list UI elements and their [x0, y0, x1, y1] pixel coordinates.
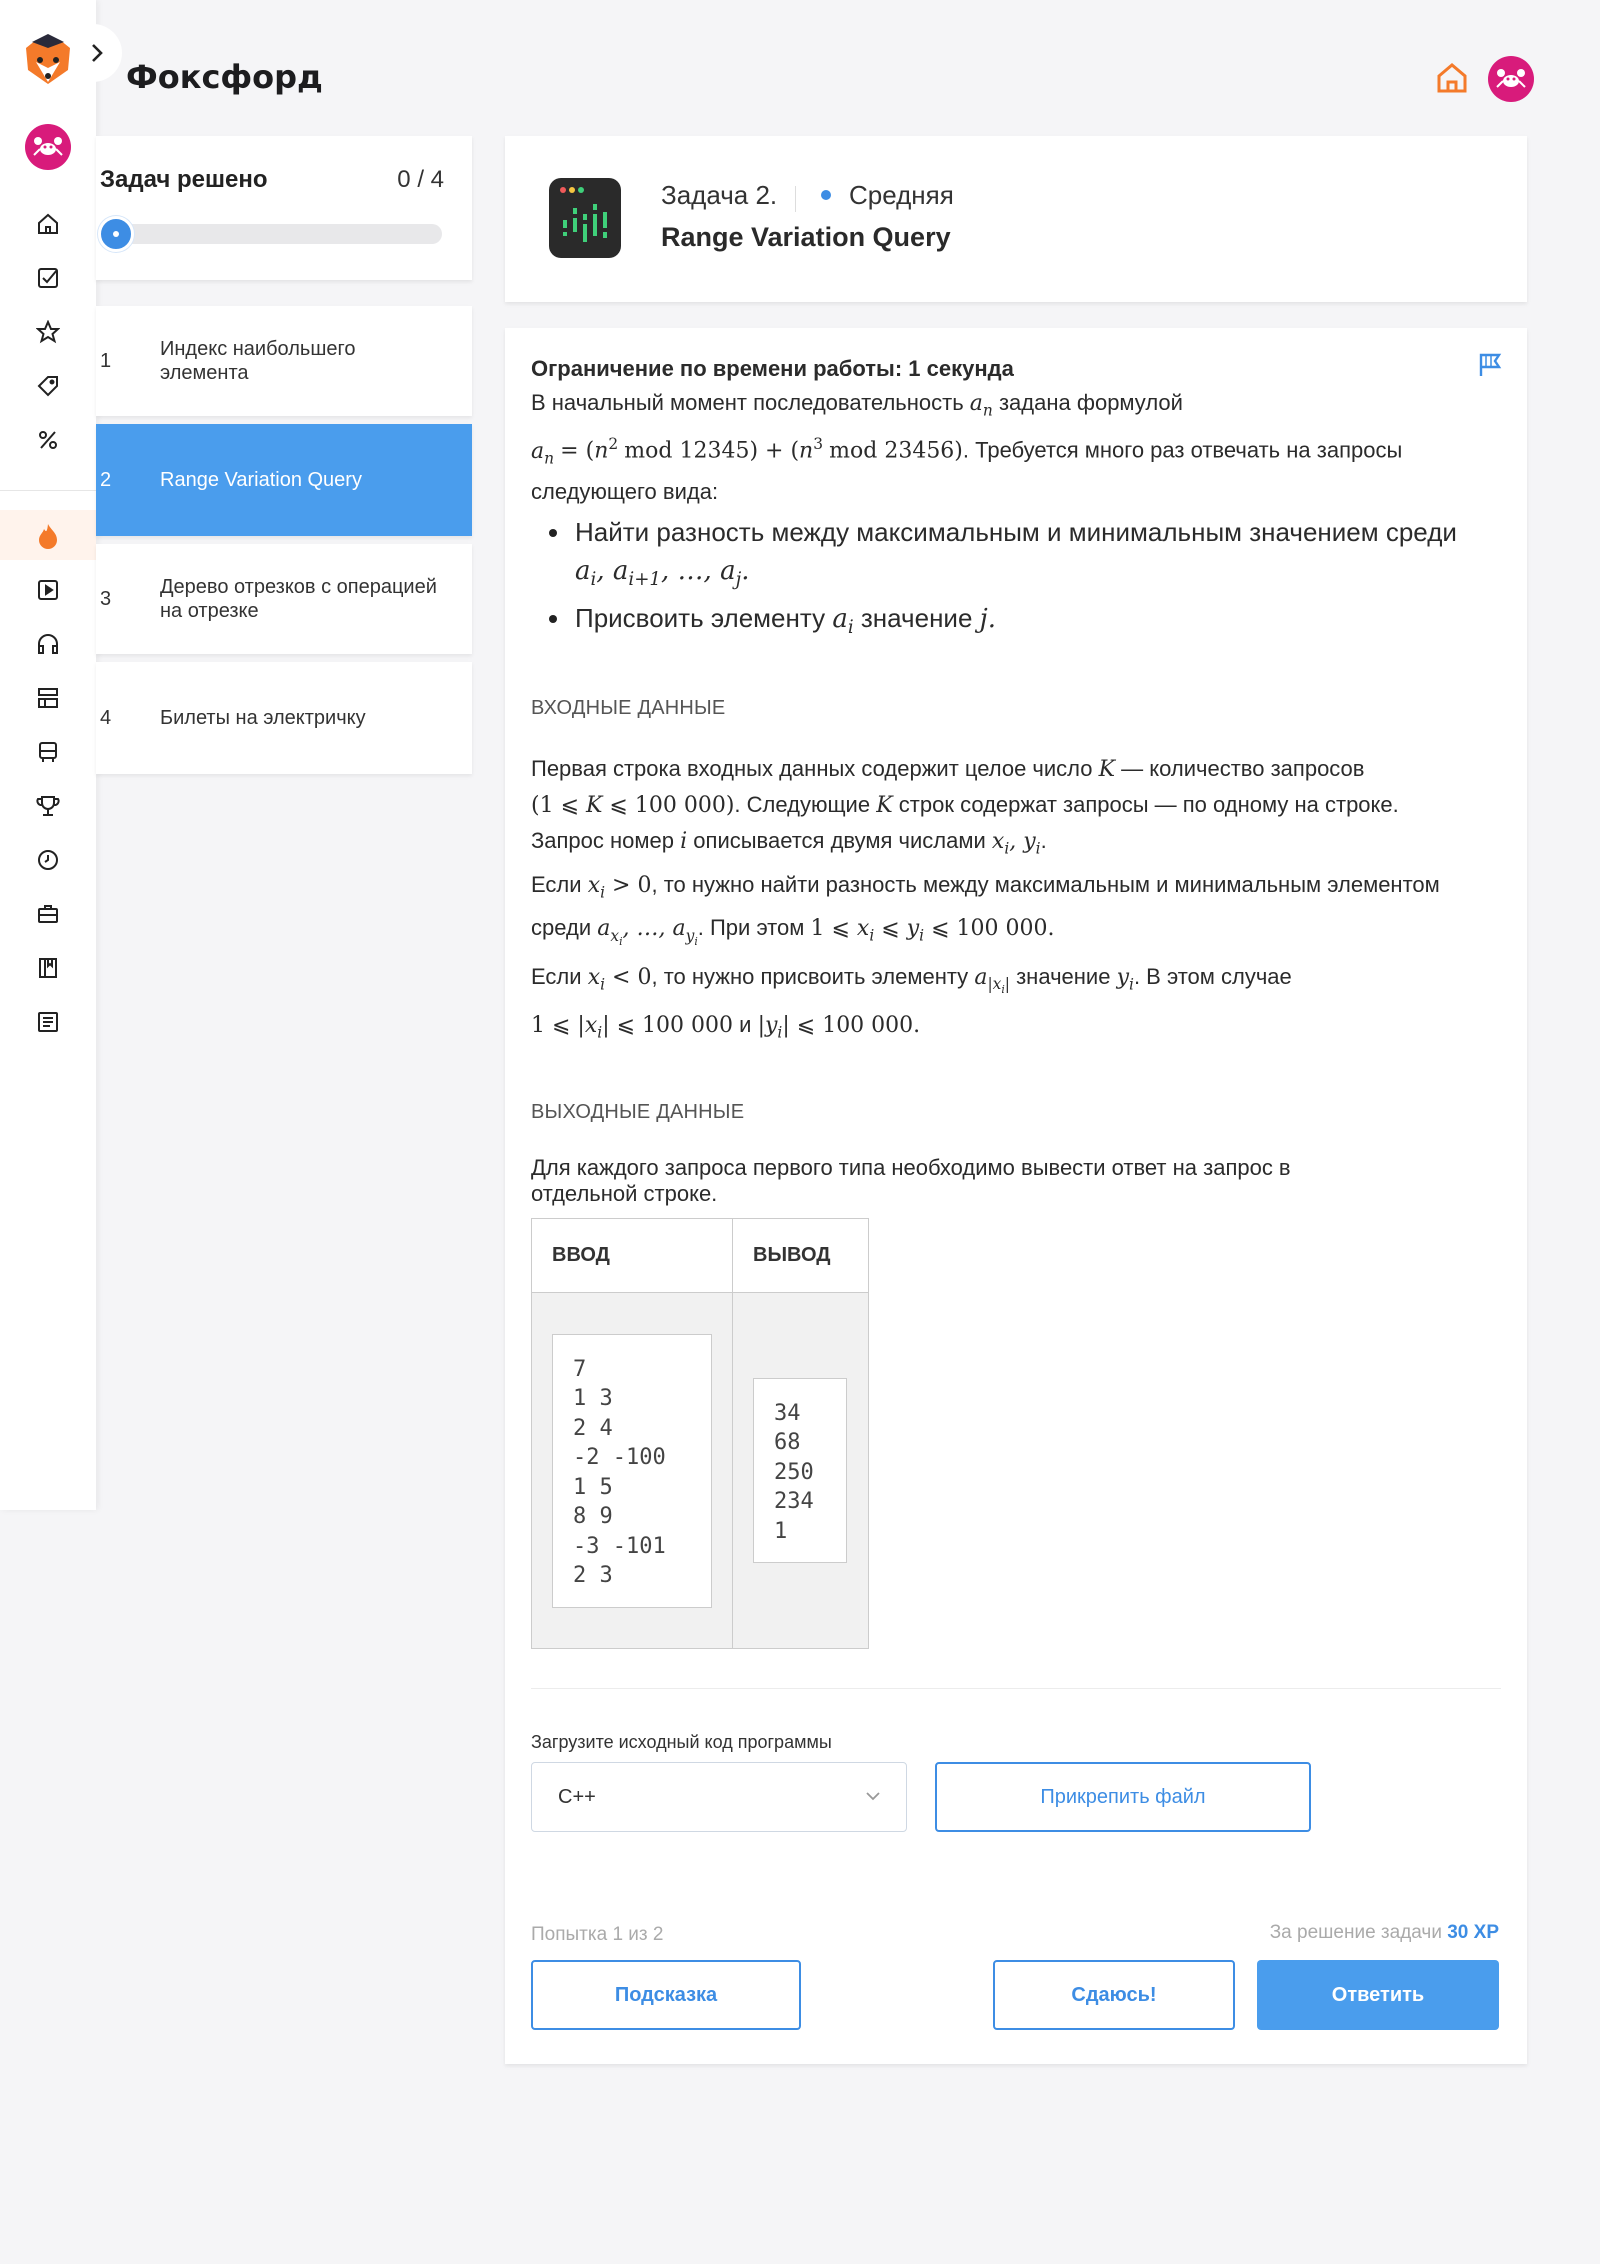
task-item-4[interactable] [96, 662, 472, 774]
percent-icon[interactable] [30, 422, 66, 458]
trophy-icon[interactable] [30, 788, 66, 824]
task-label: Билеты на электричку [160, 707, 366, 729]
clock-icon[interactable] [30, 842, 66, 878]
task-header [505, 136, 1527, 302]
output-description: Для каждого запроса первого типа необходимо вывести ответ на запрос в отдельной строке. [531, 1154, 1291, 1206]
checkbox-icon[interactable] [30, 260, 66, 296]
list-item: Найти разность между максимальным и минимальным значением среди $a_i$, $a_{i+1}$, …, $a_j$. [545, 513, 1491, 599]
book-icon[interactable] [30, 950, 66, 986]
progress-title: Задач решено [100, 166, 268, 193]
example-table [531, 1218, 869, 1649]
user-avatar[interactable] [1488, 56, 1534, 102]
task-number: 4 [100, 706, 112, 729]
home-icon[interactable] [1434, 60, 1470, 96]
difficulty-badge: Средняя [821, 180, 954, 211]
chevron-down-icon [864, 1787, 882, 1805]
task-item-1[interactable] [96, 306, 472, 416]
task-title: Range Variation Query [661, 222, 951, 252]
progress-knob [98, 216, 134, 252]
statement-intro: В начальный момент последовательность $a_n$ задана формулой $a_n = (n^2$ mod $12345) + (n^3$ mod 23456). Требуется много раз отвечать на запросы следующего вида: [531, 390, 1403, 505]
task-category-icon [549, 178, 621, 258]
task-number-label: Задача 2. [661, 180, 778, 210]
query-types-list [545, 513, 1491, 647]
task-number: 3 [100, 587, 112, 610]
example-input-cell [532, 1293, 733, 1649]
task-label: Range Variation Query [160, 469, 362, 491]
bus-icon[interactable] [30, 734, 66, 770]
task-list [96, 306, 472, 782]
input-heading: ВХОДНЫЕ ДАННЫЕ [531, 697, 726, 720]
answer-button[interactable]: Ответить [1257, 1960, 1499, 2030]
briefcase-icon[interactable] [30, 896, 66, 932]
section-divider [531, 1688, 1501, 1689]
time-limit: Ограничение по времени работы: 1 секунда [531, 356, 1014, 381]
fire-icon[interactable] [30, 518, 66, 554]
attach-file-button[interactable]: Прикрепить файл [935, 1762, 1311, 1832]
attempt-counter: Попытка 1 из 2 [531, 1924, 664, 1945]
reward-xp: 30 XP [1447, 1922, 1499, 1943]
progress-count: 0 / 4 [397, 166, 444, 193]
task-number: 2 [100, 468, 112, 491]
progress-card [96, 136, 472, 280]
chevron-right-icon [90, 43, 104, 63]
statement-content [531, 352, 1491, 1289]
header-divider [795, 186, 796, 212]
star-icon[interactable] [30, 314, 66, 350]
task-item-2[interactable] [96, 424, 472, 536]
list-item: Присвоить элементу $a_i$ значение j. [545, 599, 1491, 647]
brand-title: Фоксфорд [126, 58, 323, 96]
rail-expand-button[interactable] [72, 24, 122, 82]
hint-button[interactable]: Подсказка [531, 1960, 801, 2030]
crab-icon [33, 135, 63, 159]
input-description: Первая строка входных данных содержит целое число K — количество запросов (1 ⩽ K ⩽ 100 000). Следующие K строк содержат запросы — по одному на строке. Запрос номер i описывается двумя числами $x_i$, $y_i$. Если $x_i > 0$, то нужно найти разность между максимальным и минимальным элементом среди $a_{x_i}$, …, $a_{y_i}$. При этом 1 ⩽ $x_i$ ⩽ $y_i$ ⩽ 100 000. Если $x_i < 0$, то нужно присвоить элементу $a_{|x_i|}$ значение $y_i$. В этом случае 1 ⩽ $|x_i|$ ⩽ 100 000 и $|y_i|$ ⩽ 100 000. [531, 756, 1440, 1042]
language-value: C++ [558, 1785, 596, 1808]
example-input-header: ВВОД [532, 1219, 733, 1293]
task-label: Дерево отрезков с операцией на отрезке [160, 576, 437, 622]
example-input[interactable]: 7 1 3 2 4 -2 -100 1 5 8 9 -3 -101 2 3 [552, 1334, 712, 1608]
crab-icon [1496, 67, 1526, 91]
output-heading: ВЫХОДНЫЕ ДАННЫЕ [531, 1100, 745, 1123]
headphones-icon[interactable] [30, 626, 66, 662]
list-icon[interactable] [30, 1004, 66, 1040]
example-output[interactable]: 34 68 250 234 1 [753, 1378, 847, 1564]
reward-info: За решение задачи 30 XP [1269, 1922, 1499, 1943]
language-select[interactable] [531, 1762, 907, 1832]
rail-avatar[interactable] [25, 124, 71, 170]
play-icon[interactable] [30, 572, 66, 608]
left-rail [0, 0, 96, 1510]
upload-label: Загрузите исходный код программы [531, 1732, 832, 1752]
task-label: Индекс наибольшего элемента [160, 338, 356, 384]
task-statement-card [505, 328, 1527, 2064]
task-number: 1 [100, 349, 112, 372]
progress-bar [100, 224, 442, 244]
rail-divider [0, 490, 96, 491]
give-up-button[interactable]: Сдаюсь! [993, 1960, 1235, 2030]
task-item-3[interactable] [96, 544, 472, 654]
tag-icon[interactable] [30, 368, 66, 404]
stack-icon[interactable] [30, 680, 66, 716]
home-icon[interactable] [30, 206, 66, 242]
example-output-header: ВЫВОД [733, 1219, 869, 1293]
example-output-cell [733, 1293, 869, 1649]
foxford-logo-icon[interactable] [22, 32, 74, 88]
